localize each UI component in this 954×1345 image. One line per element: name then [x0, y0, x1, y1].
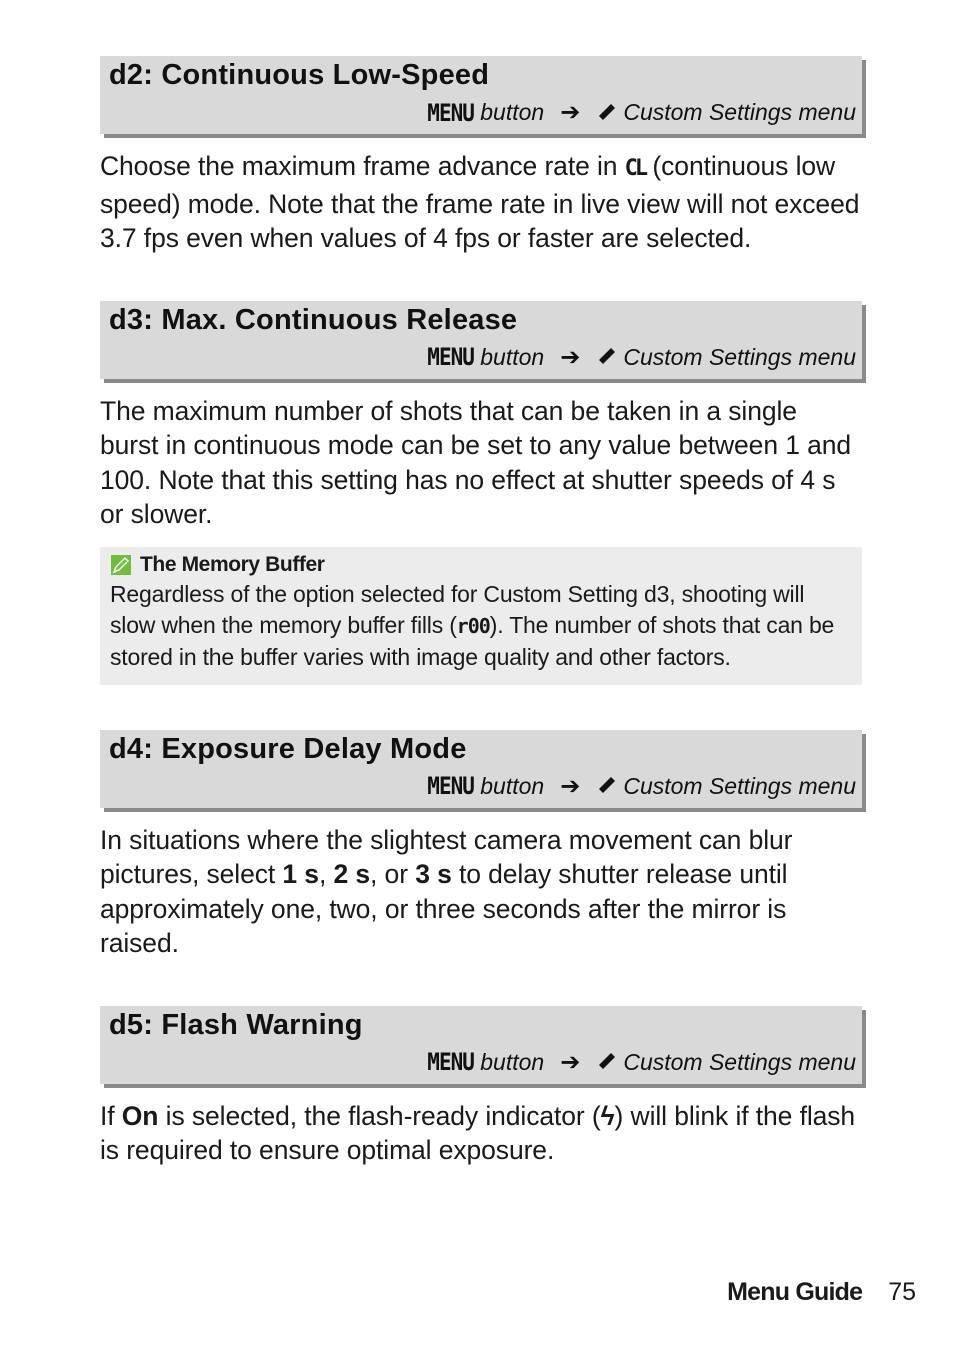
option-on: On — [121, 1100, 159, 1131]
body-text: Choose the maximum frame advance rate in — [100, 151, 625, 181]
menu-label: MENU — [427, 343, 474, 371]
option-3s: 3 s — [415, 859, 452, 889]
separator: , — [318, 859, 334, 889]
pencil-icon — [594, 774, 618, 798]
button-label: button — [480, 99, 545, 125]
page-content — [100, 56, 862, 1168]
flash-icon: ϟ — [600, 1100, 615, 1131]
footer-section-label: Menu Guide — [727, 1278, 863, 1306]
page-footer — [727, 1278, 916, 1307]
note-title — [110, 553, 852, 577]
button-label: button — [480, 343, 545, 370]
note-text: ). The number of shots that can be stored in the buffer varies with image quality and other factors. — [110, 611, 835, 670]
section-title: d5: Flash Warning — [109, 1008, 363, 1041]
arrow-icon: ➔ — [560, 772, 581, 800]
section-header-d2 — [100, 56, 862, 134]
button-label: button — [480, 1048, 545, 1075]
buffer-indicator-icon: r00 — [456, 613, 490, 638]
pencil-icon — [594, 1050, 618, 1074]
body-text: (continuous low speed) mode. Note that the frame rate in live view will not exceed 3.7 fps even when values of 4 fps or faster are selected. — [100, 151, 860, 253]
section-body-d3: The maximum number of shots that can be taken in a single burst in continuous mode can be set to any value between 1 and 100. Note that this setting has no effect at shutter speeds of 4 s or slower. — [100, 395, 852, 529]
breadcrumb — [427, 343, 856, 372]
breadcrumb — [427, 1048, 856, 1077]
section-title: d2: Continuous Low-Speed — [109, 59, 490, 91]
page-number: 75 — [888, 1278, 916, 1306]
separator: , or — [370, 859, 416, 889]
memory-buffer-note — [100, 547, 862, 685]
section-header-d5 — [100, 1006, 862, 1084]
section-title: d4: Exposure Delay Mode — [109, 732, 467, 765]
pencil-icon — [594, 345, 618, 369]
breadcrumb — [427, 772, 856, 801]
custom-settings-menu-label: Custom Settings menu — [623, 1048, 856, 1075]
section-body-d4 — [100, 823, 862, 961]
section-body-d5 — [100, 1099, 862, 1168]
option-1s: 1 s — [282, 859, 319, 889]
breadcrumb — [427, 98, 856, 127]
arrow-icon: ➔ — [560, 1048, 581, 1076]
body-text: In situations where the slightest camera movement can blur pictures, select — [100, 824, 793, 889]
custom-settings-menu-label: Custom Settings menu — [623, 99, 856, 125]
note-check-icon — [110, 554, 132, 576]
body-text: is selected, the flash-ready indicator ( — [158, 1100, 601, 1131]
body-text: ) will blink if the flash is required to ensure optimal exposure. — [100, 1100, 856, 1165]
continuous-low-icon: CL — [624, 156, 646, 181]
custom-settings-menu-label: Custom Settings menu — [623, 343, 856, 370]
note-text: Regardless of the option selected for Custom Setting d3, shooting will slow when the memory buffer fills ( — [110, 580, 805, 638]
custom-settings-menu-label: Custom Settings menu — [623, 772, 856, 799]
pencil-icon — [594, 101, 618, 125]
note-title-text: The Memory Buffer — [140, 552, 325, 576]
section-title: d3: Max. Continuous Release — [109, 303, 518, 336]
arrow-icon: ➔ — [560, 343, 581, 371]
body-text: to delay shutter release until approximately one, two, or three seconds after the mirror is raised. — [100, 859, 788, 958]
menu-label: MENU — [427, 1048, 474, 1076]
option-2s: 2 s — [333, 859, 371, 889]
body-text: If — [100, 1100, 122, 1131]
note-body — [110, 579, 852, 673]
section-header-d3 — [100, 301, 862, 379]
section-body-d2 — [100, 149, 862, 256]
arrow-icon: ➔ — [560, 99, 581, 126]
button-label: button — [480, 772, 545, 799]
section-header-d4 — [100, 730, 862, 808]
menu-label: MENU — [427, 98, 474, 127]
menu-label: MENU — [427, 772, 474, 800]
